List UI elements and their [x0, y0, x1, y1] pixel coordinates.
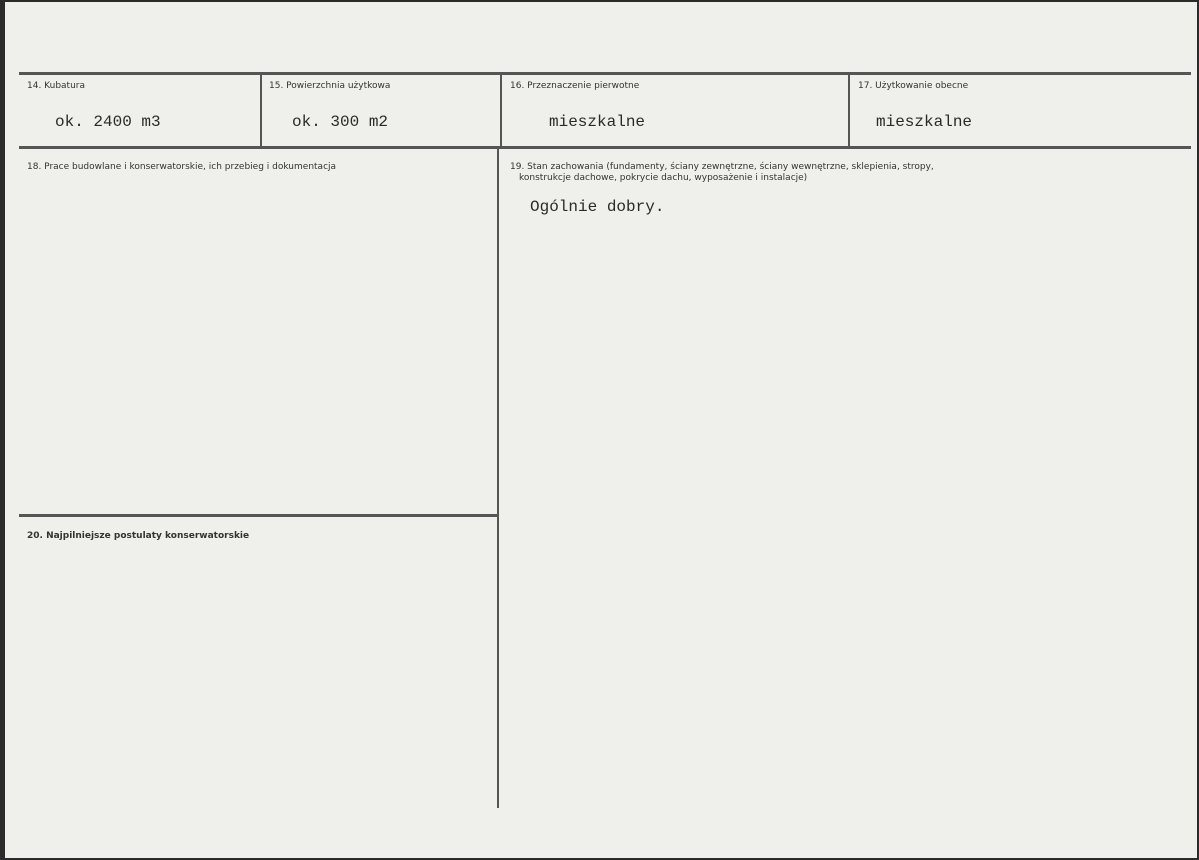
field-17-value: mieszkalne: [876, 113, 973, 131]
field-16-value: mieszkalne: [549, 113, 646, 131]
divider-main: [497, 148, 499, 808]
divider-14-15: [260, 74, 262, 147]
field-17-label: 17. Użytkowanie obecne: [858, 81, 969, 91]
field-16-label: 16. Przeznaczenie pierwotne: [510, 81, 640, 91]
field-19-value: Ogólnie dobry.: [530, 198, 665, 216]
row-separator: [19, 146, 1191, 149]
field-18-label: 18. Prace budowlane i konserwatorskie, ich przebieg i dokumentacja: [27, 162, 337, 172]
field-19-label-line2: konstrukcje dachowe, pokrycie dachu, wyposażenie i instalacje): [519, 173, 808, 183]
field-19-label-line1: 19. Stan zachowania (fundamenty, ściany zewnętrzne, ściany wewnętrzne, sklepienia, stropy,: [510, 162, 934, 172]
field-14-value: ok. 2400 m3: [55, 113, 161, 131]
field-14-label: 14. Kubatura: [27, 81, 86, 91]
divider-15-16: [500, 74, 502, 147]
field-15-value: ok. 300 m2: [292, 113, 389, 131]
record-card: [5, 2, 1197, 858]
divider-16-17: [848, 74, 850, 147]
field-20-label: 20. Najpilniejsze postulaty konserwatorskie: [27, 531, 250, 541]
field-15-label: 15. Powierzchnia użytkowa: [269, 81, 391, 91]
section-separator: [19, 514, 499, 517]
top-rule: [19, 72, 1191, 75]
